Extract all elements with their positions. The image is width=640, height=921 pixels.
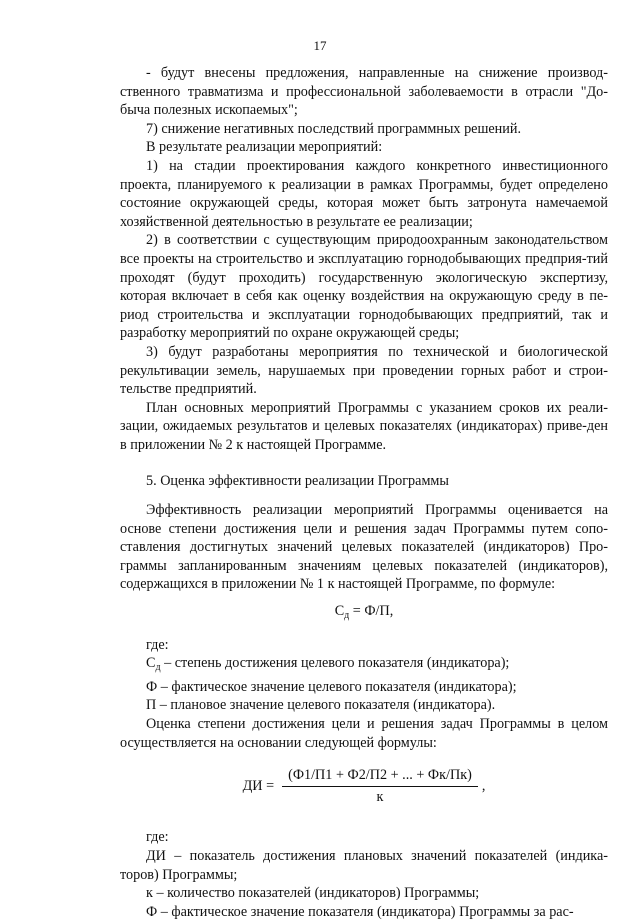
paragraph-item-7: 7) снижение негативных последствий программных решений. [146, 120, 522, 137]
formula2-denominator: к [376, 788, 384, 805]
definition-f-program: Ф – фактическое значение показателя (индикатора) Программы за рас- [146, 903, 574, 920]
where-label-2: где: [146, 829, 169, 846]
formula-di [120, 766, 608, 806]
paragraph-overall-assessment: Оценка степени достижения цели и решения задач Программы в целом осуществляется на основании следующей формулы: [120, 716, 608, 751]
paragraph-result-1: 1) на стадии проектирования каждого конкретного инвестиционного проекта, планируемого к реализации в рамках Программы, будет определено состояние окружающей среды, которая может быть затронута намечаемой хозяйственной деятельностью в результате ее реализации; [120, 157, 608, 230]
definition-sd-symbol: С [146, 655, 156, 672]
paragraph-results-intro: В результате реализации мероприятий: [146, 139, 383, 156]
formula2-tail: , [481, 777, 486, 794]
definition-sd [120, 654, 608, 678]
formula2-numerator: (Ф1/П1 + Ф2/П2 + ... + Фк/Пк) [282, 766, 478, 787]
definition-sd-text: – степень достижения целевого показателя (индикатора); [160, 655, 510, 672]
definition-k: к – количество показателей (индикаторов) Программы; [146, 885, 480, 902]
definition-sd-subscript: д [155, 662, 161, 674]
paragraph-result-2: 2) в соответствии с существующим природоохранным законодательством все проекты на строительство и эксплуатацию горнодобывающих предприя-тий проходят (будут проходить) государственную экологическую экспертизу, которая включает в себя как оценку воздействия на окружающую среду в пе-риод строительства и эксплуатации горнодобывающих предприятий, так и разработку мероприятий по охране окружающей среды; [120, 232, 608, 342]
paragraph-proposals: - будут внесены предложения, направленные на снижение производ-ственного травматизма и профессиональной заболеваемости в отрасли "До-быча полезных ископаемых"; [120, 65, 608, 119]
document-body [120, 64, 608, 921]
page-number: 17 [313, 38, 327, 53]
formula2-lhs: ДИ = [242, 777, 275, 794]
paragraph-efficiency: Эффективность реализации мероприятий Программы оценивается на основе степени достижения цели и решения задач Программы путем сопо-ставления достигнутых значений целевых показателей (индикаторов) Про-граммы запланированным значениям целевых показателей (индикаторов), содержащихся в приложении № 1 к настоящей Программе, по формуле: [120, 502, 608, 593]
section-heading: 5. Оценка эффективности реализации Программы [146, 473, 449, 490]
formula1-lhs: С [334, 603, 345, 620]
definition-f: Ф – фактическое значение целевого показателя (индикатора); [146, 678, 517, 695]
formula1-rhs: = Ф/П, [349, 603, 394, 620]
definition-di: ДИ – показатель достижения плановых значений показателей (индика-торов) Программы; [120, 847, 608, 883]
paragraph-result-3: 3) будут разработаны мероприятия по технической и биологической рекультивации земель, нарушаемых при проведении горных работ и строи-тельстве предприятий. [120, 343, 608, 398]
where-label-1: где: [146, 636, 169, 653]
formula-achievement-degree [120, 602, 608, 626]
formula1-lhs-subscript: д [344, 610, 350, 622]
definition-p: П – плановое значение целевого показателя (индикатора). [146, 697, 496, 714]
formula2-fraction [282, 766, 478, 806]
paragraph-plan: План основных мероприятий Программы с указанием сроков их реали-зации, ожидаемых результатов и целевых показателях (индикаторах) приве-ден в приложении № 2 к настоящей Программе. [120, 399, 608, 453]
